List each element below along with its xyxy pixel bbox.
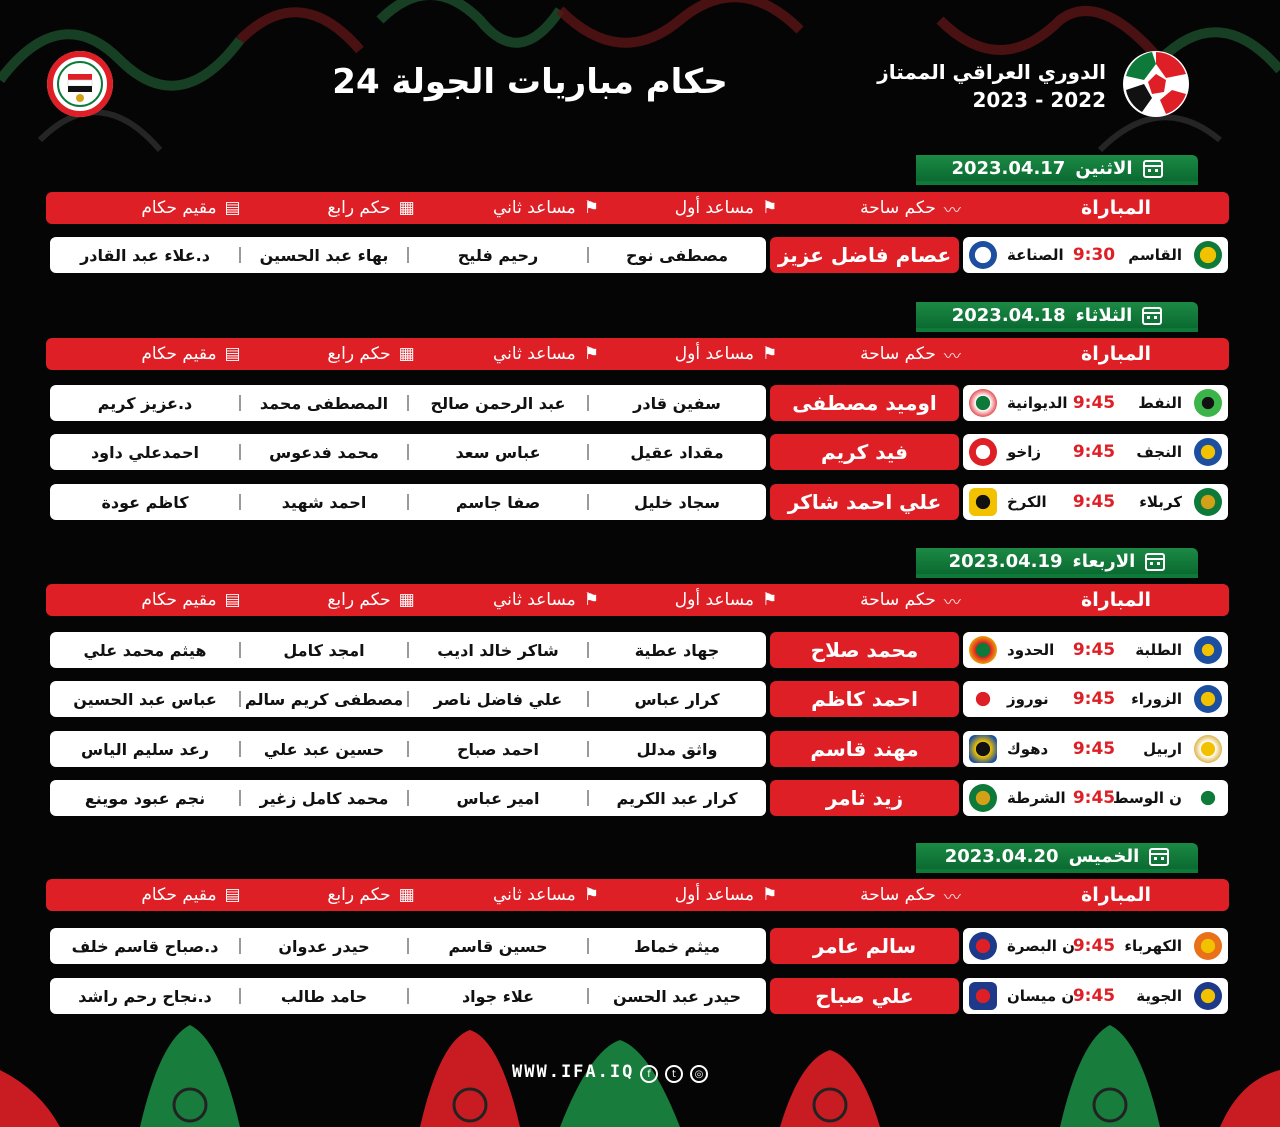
- day-name: الثلاثاء: [1075, 304, 1133, 326]
- day-name: الاربعاء: [1072, 550, 1136, 572]
- fourth-official: حسين عبد علي: [263, 739, 385, 759]
- day-name: الاثنين: [1075, 157, 1133, 179]
- header-assessor: [96, 584, 286, 616]
- officials-row: [50, 434, 766, 470]
- fourth-official: مصطفى كريم سالم: [244, 689, 404, 709]
- header-assistant2: [456, 584, 636, 616]
- assistant1: سجاد خليل: [634, 492, 720, 512]
- header-referee: [816, 338, 1005, 370]
- assessor: د.عزيز كريم: [97, 393, 193, 413]
- header-match: المباراة: [1081, 343, 1151, 365]
- column-header: [46, 584, 1229, 616]
- match-box: [963, 385, 1228, 421]
- club-badge-icon: [969, 241, 997, 269]
- away-team: ن ميسان: [1007, 987, 1075, 1005]
- away-team: الشرطة: [1007, 789, 1066, 807]
- match-time: 9:45: [1072, 492, 1116, 512]
- home-team: اربيل: [1143, 740, 1182, 758]
- day-header-wednesday: [916, 548, 1198, 578]
- page-title: حكام مباريات الجولة 24: [332, 62, 728, 102]
- header: [0, 0, 1280, 150]
- league-name: الدوري العراقي الممتاز: [877, 60, 1106, 84]
- assistant1: حيدر عبد الحسن: [612, 986, 742, 1006]
- assistant2: علاء جواد: [461, 986, 535, 1006]
- home-team: الجوية: [1136, 987, 1182, 1005]
- whistle-icon: 〰: [943, 346, 961, 367]
- away-team: الكرخ: [1007, 493, 1047, 511]
- header-fourth: [286, 879, 456, 911]
- club-badge-icon: [969, 784, 997, 812]
- officials-row: [50, 632, 766, 668]
- day-date: 2023.04.17: [951, 157, 1066, 179]
- header-assistant1: [636, 192, 816, 224]
- clipboard-icon: ▤: [224, 344, 241, 364]
- fourth-official: احمد شهيد: [281, 492, 367, 512]
- match-time: 9:45: [1072, 640, 1116, 660]
- flag-icon: ⚑: [761, 198, 778, 218]
- header-fourth-label: حكم رابع: [327, 198, 391, 218]
- header-assistant2-label: مساعد ثاني: [493, 344, 576, 364]
- fourth-official: حامد طالب: [280, 986, 368, 1006]
- calendar-icon: [1143, 158, 1163, 178]
- assistant2: شاكر خالد اديب: [437, 640, 559, 660]
- header-fourth: [286, 192, 456, 224]
- club-badge-icon: [1194, 784, 1222, 812]
- header-assistant1-label: مساعد أول: [674, 344, 754, 364]
- header-assistant1: [636, 584, 816, 616]
- assessor: رعد سليم الياس: [81, 739, 209, 759]
- club-badge-icon: [969, 438, 997, 466]
- fourth-official: امجد كامل: [283, 640, 365, 660]
- league-info: [877, 58, 1106, 114]
- header-match: المباراة: [1081, 884, 1151, 906]
- twitter-icon[interactable]: t: [665, 1065, 683, 1083]
- fourth-official: المصطفى محمد: [259, 393, 389, 413]
- assessor: د.علاء عبد القادر: [80, 245, 210, 265]
- header-referee: [816, 584, 1005, 616]
- assistant2: حسين قاسم: [448, 936, 548, 956]
- calendar-icon: [1142, 305, 1162, 325]
- club-badge-icon: [969, 735, 997, 763]
- column-header: [46, 879, 1229, 911]
- assistant2: عبد الرحمن صالح: [430, 393, 566, 413]
- assistant1: مقداد عقيل: [630, 442, 724, 462]
- calendar-icon: [1149, 846, 1169, 866]
- match-box: [963, 780, 1228, 816]
- referee: مهند قاسم: [770, 731, 959, 767]
- match-box: [963, 484, 1228, 520]
- header-referee: [816, 192, 1005, 224]
- assistant2: احمد صباح: [456, 739, 540, 759]
- header-assessor-label: مقيم حكام: [141, 885, 217, 905]
- fourth-official: بهاء عبد الحسين: [259, 245, 389, 265]
- football-icon: [1122, 50, 1190, 118]
- referee: علي صباح: [770, 978, 959, 1014]
- referee: زيد ثامر: [770, 780, 959, 816]
- header-assistant2: [456, 879, 636, 911]
- whistle-icon: 〰: [943, 592, 961, 613]
- assistant1: ميثم خماط: [634, 936, 720, 956]
- day-date: 2023.04.18: [951, 304, 1066, 326]
- header-assessor: [96, 192, 286, 224]
- header-assessor: [96, 338, 286, 370]
- officials-row: [50, 237, 766, 273]
- club-badge-icon: [1194, 735, 1222, 763]
- header-fourth: [286, 338, 456, 370]
- match-time: 9:45: [1072, 936, 1116, 956]
- assistant2: صفا جاسم: [455, 492, 541, 512]
- assistant2: امير عباس: [456, 788, 540, 808]
- assistant2: رحيم فليح: [457, 245, 539, 265]
- assistant2: عباس سعد: [455, 442, 541, 462]
- club-badge-icon: [1194, 932, 1222, 960]
- header-referee: [816, 879, 1005, 911]
- away-team: زاخو: [1007, 443, 1041, 461]
- officials-row: [50, 681, 766, 717]
- flag-icon: ⚑: [583, 198, 599, 218]
- officials-row: [50, 780, 766, 816]
- assessor: نجم عبود موينع: [84, 788, 206, 808]
- header-assistant1-label: مساعد أول: [674, 885, 754, 905]
- header-assistant2: [456, 338, 636, 370]
- fourth-official: محمد كامل زغير: [259, 788, 389, 808]
- officials-row: [50, 484, 766, 520]
- away-team: الديوانية: [1007, 394, 1068, 412]
- match-time: 9:45: [1072, 739, 1116, 759]
- match-box: [963, 632, 1228, 668]
- referee: اوميد مصطفى: [770, 385, 959, 421]
- header-referee-label: حكم ساحة: [860, 198, 936, 218]
- officials-row: [50, 385, 766, 421]
- home-team: ن الوسط: [1112, 789, 1182, 807]
- referee: فيد كريم: [770, 434, 959, 470]
- assistant1: كرار عباس: [634, 689, 720, 709]
- club-badge-icon: [1194, 488, 1222, 516]
- club-badge-icon: [1194, 685, 1222, 713]
- header-referee-label: حكم ساحة: [860, 885, 936, 905]
- header-match: المباراة: [1081, 197, 1151, 219]
- header-fourth-label: حكم رابع: [327, 885, 391, 905]
- home-team: الطلبة: [1135, 641, 1182, 659]
- header-assistant2-label: مساعد ثاني: [493, 198, 576, 218]
- referee: محمد صلاح: [770, 632, 959, 668]
- day-date: 2023.04.20: [944, 845, 1059, 867]
- match-time: 9:45: [1072, 788, 1116, 808]
- header-assessor: [96, 879, 286, 911]
- match-time: 9:45: [1072, 689, 1116, 709]
- referee: عصام فاضل عزيز: [770, 237, 959, 273]
- assessor: هيثم محمد علي: [83, 640, 207, 660]
- header-assistant2-label: مساعد ثاني: [493, 885, 576, 905]
- header-referee-label: حكم ساحة: [860, 344, 936, 364]
- club-badge-icon: [969, 488, 997, 516]
- assessor: عباس عبد الحسين: [73, 689, 217, 709]
- header-assessor-label: مقيم حكام: [141, 590, 217, 610]
- match-box: [963, 237, 1228, 273]
- referee: سالم عامر: [770, 928, 959, 964]
- day-header-thursday: [916, 843, 1198, 873]
- whistle-icon: 〰: [943, 887, 961, 908]
- match-box: [963, 928, 1228, 964]
- header-referee-label: حكم ساحة: [860, 590, 936, 610]
- club-badge-icon: [969, 685, 997, 713]
- column-header: [46, 192, 1229, 224]
- club-badge-icon: [969, 636, 997, 664]
- header-assistant2-label: مساعد ثاني: [493, 590, 576, 610]
- home-team: النفط: [1138, 394, 1182, 412]
- ifa-logo-icon: [46, 50, 114, 118]
- match-box: [963, 978, 1228, 1014]
- flag-icon: ⚑: [761, 590, 778, 610]
- officials-row: [50, 928, 766, 964]
- website-link[interactable]: WWW.IFA.IQ: [512, 1062, 635, 1082]
- clipboard-icon: ▤: [224, 198, 241, 218]
- away-team: الحدود: [1007, 641, 1055, 659]
- header-fourth: [286, 584, 456, 616]
- substitution-board-icon: ▦: [398, 344, 415, 364]
- flag-icon: ⚑: [583, 885, 599, 905]
- flag-icon: ⚑: [583, 344, 599, 364]
- officials-row: [50, 978, 766, 1014]
- header-fourth-label: حكم رابع: [327, 590, 391, 610]
- club-badge-icon: [969, 982, 997, 1010]
- away-team: الصناعة: [1007, 246, 1064, 264]
- calendar-icon: [1145, 551, 1165, 571]
- match-box: [963, 681, 1228, 717]
- match-time: 9:30: [1072, 245, 1116, 265]
- home-team: النجف: [1136, 443, 1182, 461]
- instagram-icon[interactable]: ◎: [690, 1065, 708, 1083]
- column-header: [46, 338, 1229, 370]
- match-time: 9:45: [1072, 442, 1116, 462]
- match-box: [963, 731, 1228, 767]
- fourth-official: محمد فدعوس: [269, 442, 379, 462]
- assessor: د.نجاح رحم راشد: [78, 986, 212, 1006]
- league-season: 2023 - 2022: [972, 88, 1106, 112]
- flag-icon: ⚑: [761, 344, 778, 364]
- away-team: نوروز: [1007, 690, 1049, 708]
- home-team: الكهرباء: [1124, 937, 1182, 955]
- club-badge-icon: [1194, 636, 1222, 664]
- assistant1: مصطفى نوح: [625, 245, 729, 265]
- referee: احمد كاظم: [770, 681, 959, 717]
- header-assistant1: [636, 879, 816, 911]
- club-badge-icon: [969, 389, 997, 417]
- officials-row: [50, 731, 766, 767]
- header-assessor-label: مقيم حكام: [141, 198, 217, 218]
- referee: علي احمد شاكر: [770, 484, 959, 520]
- header-assistant1: [636, 338, 816, 370]
- day-date: 2023.04.19: [948, 550, 1063, 572]
- assistant1: واثق مدلل: [636, 739, 718, 759]
- club-badge-icon: [1194, 241, 1222, 269]
- flag-icon: ⚑: [583, 590, 599, 610]
- substitution-board-icon: ▦: [398, 885, 415, 905]
- day-header-monday: [916, 155, 1198, 185]
- match-box: [963, 434, 1228, 470]
- assessor: احمدعلي داود: [90, 442, 200, 462]
- away-team: ن البصرة: [1007, 937, 1075, 955]
- header-assistant1-label: مساعد أول: [674, 198, 754, 218]
- flag-icon: ⚑: [761, 885, 778, 905]
- day-name: الخميس: [1068, 845, 1140, 867]
- home-team: الزوراء: [1131, 690, 1182, 708]
- match-time: 9:45: [1072, 393, 1116, 413]
- match-time: 9:45: [1072, 986, 1116, 1006]
- substitution-board-icon: ▦: [398, 590, 415, 610]
- clipboard-icon: ▤: [224, 885, 241, 905]
- assessor: كاظم عودة: [101, 492, 189, 512]
- clipboard-icon: ▤: [224, 590, 241, 610]
- substitution-board-icon: ▦: [398, 198, 415, 218]
- home-team: القاسم: [1128, 246, 1182, 264]
- fourth-official: حيدر عدوان: [278, 936, 370, 956]
- header-assessor-label: مقيم حكام: [141, 344, 217, 364]
- away-team: دهوك: [1007, 740, 1049, 758]
- assessor: د.صباح قاسم خلف: [71, 936, 219, 956]
- club-badge-icon: [1194, 389, 1222, 417]
- assistant1: كرار عبد الكريم: [616, 788, 738, 808]
- club-badge-icon: [969, 932, 997, 960]
- home-team: كربلاء: [1139, 493, 1182, 511]
- assistant1: سفين قادر: [633, 393, 721, 413]
- club-badge-icon: [1194, 982, 1222, 1010]
- header-match: المباراة: [1081, 589, 1151, 611]
- whistle-icon: 〰: [943, 200, 961, 221]
- club-badge-icon: [1194, 438, 1222, 466]
- header-assistant2: [456, 192, 636, 224]
- day-header-tuesday: [916, 302, 1198, 332]
- assistant1: جهاد عطية: [634, 640, 720, 660]
- header-fourth-label: حكم رابع: [327, 344, 391, 364]
- header-assistant1-label: مساعد أول: [674, 590, 754, 610]
- assistant2: علي فاضل ناصر: [433, 689, 563, 709]
- facebook-icon[interactable]: f: [640, 1065, 658, 1083]
